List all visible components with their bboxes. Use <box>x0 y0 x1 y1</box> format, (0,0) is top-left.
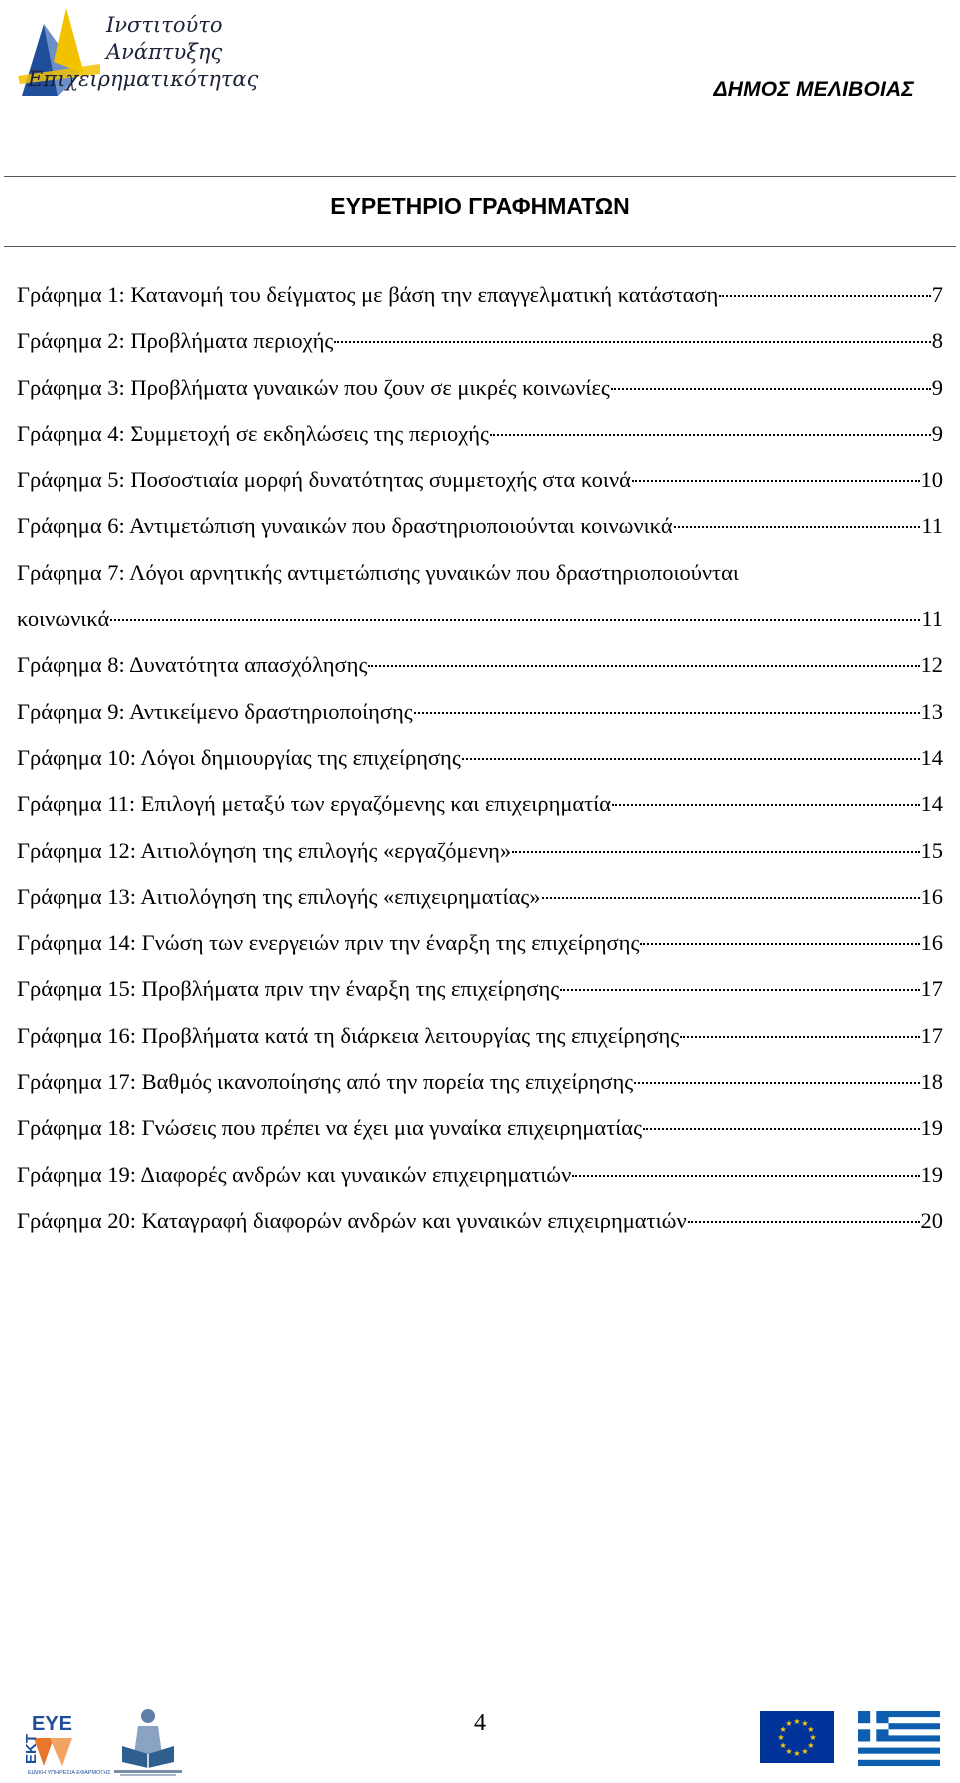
toc-entry-page: 11 <box>921 513 943 539</box>
logo-line: Επιχειρηματικότητας <box>28 67 259 91</box>
dot-leader <box>688 1221 920 1223</box>
toc-entry[interactable] <box>17 930 943 976</box>
toc-entry-page: 9 <box>931 420 943 446</box>
table-of-figures <box>17 282 943 1254</box>
toc-entry[interactable] <box>17 1023 943 1069</box>
toc-entry[interactable] <box>17 282 943 328</box>
toc-entry-label: Γράφημα 16: Προβλήματα κατά τη διάρκεια λειτουργίας της επιχείρησης <box>17 1022 680 1048</box>
eye-logo-text: ΕΥΕ <box>32 1713 73 1735</box>
toc-entry-label: Γράφημα 8: Δυνατότητα απασχόλησης <box>17 652 368 678</box>
toc-entry-page: 10 <box>920 467 943 493</box>
eu-star-icon: ★ <box>809 1733 817 1742</box>
toc-entry[interactable] <box>17 652 943 698</box>
toc-entry-page: 13 <box>920 698 943 724</box>
dot-leader <box>462 758 920 760</box>
dot-leader <box>368 665 919 667</box>
dot-leader <box>680 1036 919 1038</box>
toc-entry[interactable] <box>17 421 943 467</box>
dot-leader <box>719 295 930 297</box>
toc-entry-label: Γράφημα 7: Λόγοι αρνητικής αντιμετώπισης γυναικών που δραστηριοποιούνται <box>17 559 739 585</box>
eu-star-icon: ★ <box>779 1725 787 1734</box>
toc-entry-page: 18 <box>920 1069 943 1095</box>
toc-entry-label: Γράφημα 3: Προβλήματα γυναικών που ζουν σε μικρές κοινωνίες <box>17 374 610 400</box>
eye-caption: ΕΙΔΙΚΗ ΥΠΗΡΕΣΙΑ ΕΦΑΡΜΟΓΗΣ <box>28 1770 111 1776</box>
dot-leader <box>572 1175 919 1177</box>
institute-logo <box>14 4 259 104</box>
dot-leader <box>643 1128 919 1130</box>
toc-entry-label: Γράφημα 17: Βαθμός ικανοποίησης από την πορεία της επιχείρησης <box>17 1069 634 1095</box>
toc-entry-page: 20 <box>920 1207 943 1233</box>
toc-entry-page: 14 <box>920 791 943 817</box>
toc-entry-page: 16 <box>920 883 943 909</box>
eye-logo-icon <box>14 1708 111 1776</box>
dot-leader <box>334 341 930 343</box>
dot-leader <box>674 526 921 528</box>
toc-entry-label: Γράφημα 1: Κατανομή του δείγματος με βάση την επαγγελματική κατάσταση <box>17 282 719 307</box>
municipality-name: ΔΗΜΟΣ ΜΕΛΙΒΟΙΑΣ <box>713 78 914 101</box>
dot-leader <box>612 804 919 806</box>
toc-entry[interactable] <box>17 791 943 837</box>
toc-entry[interactable] <box>17 838 943 884</box>
toc-entry-label: Γράφημα 20: Καταγραφή διαφορών ανδρών και γυναικών επιχειρηματιών <box>17 1207 687 1233</box>
page-number: 4 <box>474 1710 486 1736</box>
toc-entry[interactable] <box>17 513 943 559</box>
eu-star-icon: ★ <box>793 1749 801 1758</box>
logo-line: Ινστιτούτο <box>106 13 223 37</box>
dot-leader <box>490 434 931 436</box>
dot-leader <box>611 388 931 390</box>
toc-entry[interactable] <box>17 467 943 513</box>
toc-entry-label: Γράφημα 13: Αιτιολόγηση της επιλογής «επιχειρηματίας» <box>17 883 541 909</box>
eu-star-icon: ★ <box>785 1746 793 1756</box>
toc-entry[interactable] <box>17 560 943 606</box>
toc-entry[interactable] <box>17 976 943 1022</box>
toc-entry-page: 12 <box>920 652 943 678</box>
toc-entry[interactable] <box>17 884 943 930</box>
logo-text <box>28 12 259 93</box>
toc-entry-page: 14 <box>920 744 943 770</box>
toc-entry-page: 7 <box>931 282 943 307</box>
toc-entry-label: Γράφημα 4: Συμμετοχή σε εκδηλώσεις της περιοχής <box>17 420 489 446</box>
toc-entry-page: 11 <box>921 606 943 632</box>
eu-star-icon: ★ <box>777 1733 785 1742</box>
toc-entry-label: Γράφημα 2: Προβλήματα περιοχής <box>17 328 334 354</box>
toc-entry[interactable] <box>17 745 943 791</box>
toc-entry[interactable] <box>17 606 943 652</box>
toc-entry-page: 17 <box>920 976 943 1002</box>
logo-line: Ανάπτυξης <box>106 40 223 64</box>
toc-entry-label: Γράφημα 19: Διαφορές ανδρών και γυναικών επιχειρηματιών <box>17 1161 572 1187</box>
toc-entry-label: Γράφημα 10: Λόγοι δημιουργίας της επιχείρησης <box>17 744 461 770</box>
education-program-logo <box>108 1706 188 1778</box>
dot-leader <box>110 619 920 621</box>
header-divider <box>4 176 956 177</box>
title-divider <box>4 246 956 247</box>
ekt-text: ΕΚΤ <box>23 1734 40 1764</box>
toc-entry-page: 15 <box>920 837 943 863</box>
eu-star-icon: ★ <box>807 1741 815 1750</box>
dot-leader <box>512 851 919 853</box>
toc-entry-label: Γράφημα 18: Γνώσεις που πρέπει να έχει μια γυναίκα επιχειρηματίας <box>17 1115 643 1141</box>
greek-flag-icon <box>858 1711 940 1766</box>
toc-entry-page: 8 <box>931 328 943 354</box>
toc-entry-page: 19 <box>920 1161 943 1187</box>
eu-star-icon: ★ <box>801 1746 809 1756</box>
dot-leader <box>632 480 920 482</box>
dot-leader <box>640 943 919 945</box>
page-header <box>0 0 960 178</box>
toc-entry-label: Γράφημα 14: Γνώση των ενεργειών πριν την έναρξη της επιχείρησης <box>17 930 640 956</box>
toc-entry-page: 9 <box>931 374 943 400</box>
eu-star-icon: ★ <box>801 1719 809 1729</box>
toc-entry[interactable] <box>17 699 943 745</box>
toc-entry-label: Γράφημα 15: Προβλήματα πριν την έναρξη της επιχείρησης <box>17 976 560 1002</box>
page-title: ΕΥΡΕΤΗΡΙΟ ΓΡΑΦΗΜΑΤΩΝ <box>330 193 630 219</box>
dot-leader <box>634 1082 919 1084</box>
toc-entry-label: Γράφημα 11: Επιλογή μεταξύ των εργαζόμενης και επιχειρηματία <box>17 791 612 817</box>
eye-logo <box>14 1708 111 1776</box>
toc-entry[interactable] <box>17 375 943 421</box>
toc-entry[interactable] <box>17 328 943 374</box>
toc-entry-page: 17 <box>920 1022 943 1048</box>
toc-entry-label: Γράφημα 6: Αντιμετώπιση γυναικών που δραστηριοποιούνται κοινωνικά <box>17 513 673 539</box>
toc-entry[interactable] <box>17 1208 943 1254</box>
eu-flag-icon <box>760 1711 834 1763</box>
eu-star-icon: ★ <box>807 1725 815 1734</box>
toc-entry-page: 16 <box>920 930 943 956</box>
toc-entry-label: κοινωνικά <box>17 606 110 632</box>
eu-star-icon: ★ <box>779 1741 787 1750</box>
toc-entry-label: Γράφημα 12: Αιτιολόγηση της επιλογής «εργαζόμενη» <box>17 837 512 863</box>
toc-entry[interactable] <box>17 1115 943 1161</box>
eu-star-icon: ★ <box>785 1719 793 1729</box>
dot-leader <box>414 712 920 714</box>
toc-entry[interactable] <box>17 1162 943 1208</box>
dot-leader <box>560 989 919 991</box>
toc-entry[interactable] <box>17 1069 943 1115</box>
reading-figure-icon <box>108 1706 188 1778</box>
dot-leader <box>542 897 920 899</box>
toc-entry-label: Γράφημα 9: Αντικείμενο δραστηριοποίησης <box>17 698 413 724</box>
toc-entry-label: Γράφημα 5: Ποσοστιαία μορφή δυνατότητας συμμετοχής στα κοινά <box>17 467 631 493</box>
eu-star-icon: ★ <box>793 1717 801 1726</box>
toc-entry-page: 19 <box>920 1115 943 1141</box>
